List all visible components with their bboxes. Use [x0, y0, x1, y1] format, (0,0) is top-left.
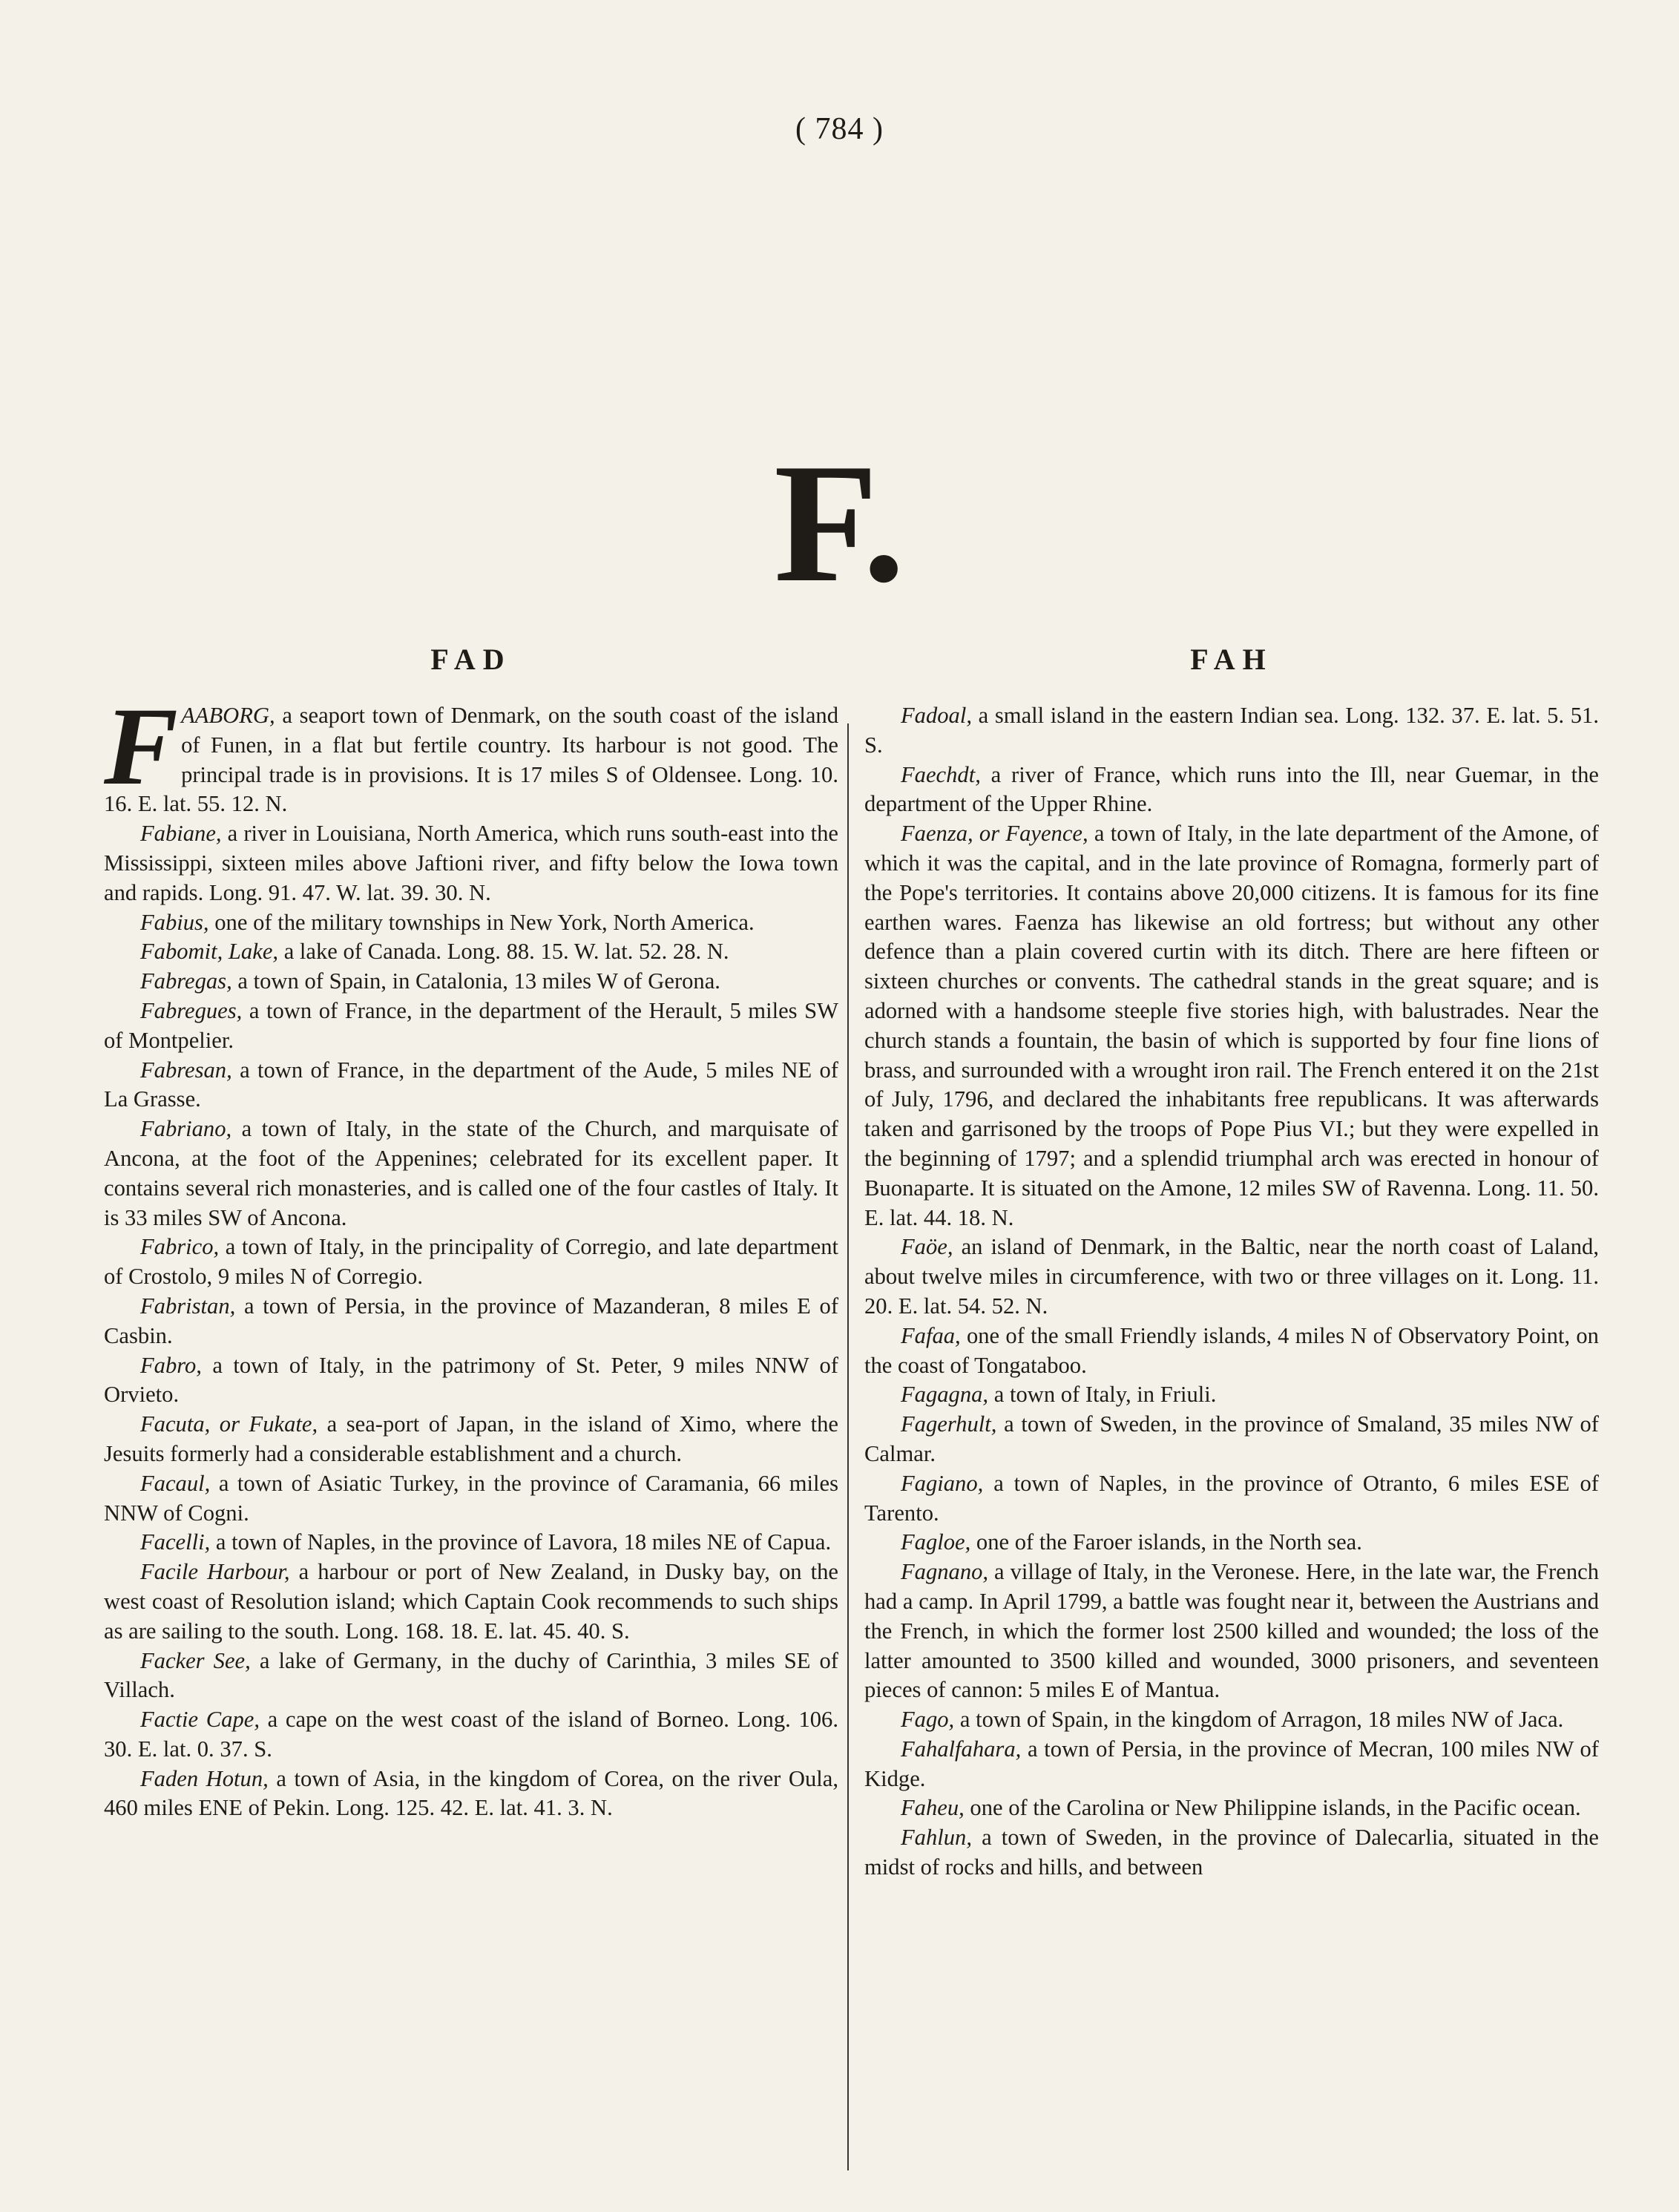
dictionary-entry — [864, 1233, 1599, 1321]
entry-term: Fabregues, — [139, 997, 243, 1023]
dictionary-entry — [864, 1380, 1599, 1410]
dictionary-entry — [104, 1765, 838, 1824]
dictionary-entry — [104, 1528, 838, 1558]
entry-text: a town of Asiatic Turkey, in the province of Caramania, 66 miles NNW of Cogni. — [104, 1470, 839, 1526]
entry-term: Facelli, — [139, 1529, 211, 1555]
dictionary-entry — [104, 1292, 838, 1351]
entry-term: Facile Harbour, — [139, 1559, 290, 1585]
entry-text: a town of Spain, in the kingdom of Arragon, 18 miles NW of Jaca. — [959, 1707, 1564, 1733]
section-letter: F. — [774, 428, 905, 617]
entry-text: a town of Persia, in the province of Mazanderan, 8 miles E of Casbin. — [104, 1293, 839, 1348]
dictionary-entry — [864, 1823, 1599, 1883]
dictionary-entry — [104, 997, 838, 1056]
entry-text: a town of Spain, in Catalonia, 13 miles W of Gerona. — [237, 968, 720, 994]
entry-term: Fafaa, — [900, 1322, 961, 1348]
entry-term: Fahlun, — [900, 1825, 972, 1851]
entry-term: Fadoal, — [900, 703, 972, 728]
entry-term: AABORG, — [181, 703, 275, 728]
dictionary-entry — [864, 819, 1599, 1233]
dictionary-entry — [864, 1705, 1599, 1735]
dictionary-entry — [864, 1793, 1599, 1823]
running-head-left: FAD — [430, 643, 512, 676]
dictionary-entry — [104, 1233, 838, 1292]
entry-term: Factie Cape, — [139, 1707, 260, 1733]
dictionary-entry — [104, 1410, 838, 1469]
entry-term: Fagloe, — [900, 1529, 971, 1555]
dictionary-entry — [864, 1469, 1599, 1529]
entry-term: Faechdt, — [900, 761, 981, 787]
entry-term: Fabristan, — [139, 1293, 236, 1319]
right-entries — [864, 701, 1599, 1883]
entry-term: Fabresan, — [139, 1057, 232, 1083]
dictionary-entry — [104, 1558, 838, 1646]
dropcap: F — [104, 685, 179, 808]
dictionary-entry — [864, 1528, 1599, 1558]
right-column — [864, 701, 1599, 1883]
entry-text: a seaport town of Denmark, on the south coast of the island of Funen, in a flat but fertile country. Its harbour is not good. The principal trade is in provisions. It is 17 miles S of Oldensee. Long. 10. 16. E. lat. 55. 12. N. — [104, 703, 838, 817]
dictionary-entry — [864, 1735, 1599, 1794]
entry-text: a town of France, in the department of the Aude, 5 miles NE of La Grasse. — [104, 1057, 838, 1112]
entry-term: Faöe, — [900, 1234, 953, 1260]
dictionary-entry — [864, 1410, 1599, 1469]
entry-term: Fabregas, — [139, 968, 232, 994]
running-head-right: FAH — [1190, 643, 1273, 676]
entry-text: a town of Italy, in the patrimony of St. Peter, 9 miles NNW of Orvieto. — [104, 1352, 838, 1408]
entry-text: a harbour or port of New Zealand, in Dusky bay, on the west coast of Resolution island; which Captain Cook recommends to such ships as are sailing to the south. Long. 168. 18. E. lat. 45. 40. S. — [104, 1559, 838, 1644]
entry-text: one of the Carolina or New Philippine islands, in the Pacific ocean. — [970, 1795, 1581, 1821]
entry-text: a river in Louisiana, North America, which runs south-east into the Mississippi, sixteen miles above Jaftioni river, and fifty below the Iowa town and rapids. Long. 91. 47. W. lat. 39. 30. N. — [104, 821, 838, 905]
entry-text: a town of Asia, in the kingdom of Corea, on the river Oula, 460 miles ENE of Pekin. Long. 125. 42. E. lat. 41. 3. N. — [104, 1765, 838, 1821]
entry-term: Fabriano, — [139, 1116, 232, 1142]
entry-text: a lake of Germany, in the duchy of Carinthia, 3 miles SE of Villach. — [104, 1647, 838, 1703]
entry-text: a town of Sweden, in the province of Dalecarlia, situated in the midst of rocks and hills, and between — [864, 1825, 1599, 1880]
entry-term: Fabomit, Lake, — [139, 939, 279, 965]
dictionary-entry — [104, 908, 838, 938]
entry-text: a sea-port of Japan, in the island of Ximo, where the Jesuits formerly had a considerable establishment and a church. — [104, 1411, 838, 1466]
dictionary-entry — [864, 701, 1599, 761]
entry-text: one of the military townships in New York, North America. — [214, 909, 755, 935]
dictionary-entry — [864, 1322, 1599, 1381]
entry-term: Fabrico, — [139, 1234, 220, 1260]
entry-term: Fagerhult, — [900, 1411, 997, 1437]
entry-term: Faden Hotun, — [139, 1765, 269, 1791]
entry-term: Fagagna, — [900, 1382, 989, 1408]
entry-text: a town of Persia, in the province of Mecran, 100 miles NW of Kidge. — [864, 1736, 1599, 1791]
left-column — [104, 685, 839, 1823]
left-entries — [104, 819, 838, 1823]
dictionary-entry — [864, 1558, 1599, 1705]
dictionary-entry — [104, 1469, 838, 1529]
entry-term: Faenza, or Fayence, — [900, 821, 1088, 847]
dictionary-entry — [104, 1705, 838, 1765]
entry-term: Fago, — [900, 1707, 955, 1733]
column-rule — [847, 723, 849, 2170]
dictionary-entry — [864, 761, 1599, 820]
entry-term: Fabro, — [139, 1352, 202, 1378]
entry-text: one of the small Friendly islands, 4 miles N of Observatory Point, on the coast of Tongataboo. — [864, 1322, 1599, 1378]
entry-text: a village of Italy, in the Veronese. Here, in the late war, the French had a camp. In April 1799, a battle was fought near it, between the Austrians and the French, in which the former lost 2500 killed and wounded; the loss of the latter amounted to 3500 killed and wounded, 3000 prisoners, and seventeen pieces of cannon: 5 miles E of Mantua. — [864, 1559, 1599, 1703]
entry-text: a town of Italy, in the late department of the Amone, of which it was the capital, and in the late province of Romagna, formerly part of the Pope's territories. It contains above 20,000 citizens. It is famous for its fine earthen wares. Faenza has likewise an old fortress; but without any other defence than a plain covered curtin with its ditch. There are here fifteen or sixteen churches or convents. The cathedral stands in the great square; and is adorned with a handsome steeple five stories high, with balustrades. Near the church stands a fountain, the basin of which is supported by four fine lions of brass, and surrounded with a wrought iron rail. The French entered it on the 21st of July, 1796, and declared the inhabitants free republicans. It was afterwards taken and garrisoned by the troops of Pope Pius VI.; but they were expelled in the beginning of 1797; and a splendid triumphal arch was erected in honour of Buonaparte. It is situated on the Amone, 12 miles SW of Ravenna. Long. 11. 50. E. lat. 44. 18. N. — [864, 821, 1599, 1230]
entry-term: Fahalfahara, — [900, 1736, 1022, 1762]
entry-text: a river of France, which runs into the Ill, near Guemar, in the department of the Upper Rhine. — [864, 761, 1600, 817]
entry-term: Fagiano, — [900, 1470, 984, 1496]
entry-text: a town of Sweden, in the province of Smaland, 35 miles NW of Calmar. — [864, 1411, 1599, 1466]
entry-text: a town of France, in the department of the Herault, 5 miles SW of Montpelier. — [104, 997, 838, 1053]
entry-text: a town of Naples, in the province of Lavora, 18 miles NE of Capua. — [215, 1529, 832, 1555]
dictionary-entry — [104, 967, 838, 997]
entry-term: Facker See, — [139, 1647, 251, 1673]
dictionary-entry — [104, 937, 838, 967]
entry-text: a cape on the west coast of the island of Borneo. Long. 106. 30. E. lat. 0. 37. S. — [104, 1707, 838, 1762]
dictionary-entry — [104, 1115, 838, 1233]
dictionary-entry — [104, 1351, 838, 1411]
entry-text: a small island in the eastern Indian sea. Long. 132. 37. E. lat. 5. 51. S. — [864, 703, 1599, 758]
dictionary-entry — [104, 1056, 838, 1115]
entry-term: Fabiane, — [139, 821, 222, 847]
entry-text: a town of Italy, in the principality of Corregio, and late department of Crostolo, 9 miles N of Corregio. — [104, 1234, 838, 1290]
entry-text: a town of Italy, in Friuli. — [993, 1382, 1217, 1408]
entry-text: a lake of Canada. Long. 88. 15. W. lat. 52. 28. N. — [283, 939, 729, 965]
dictionary-entry — [104, 819, 838, 908]
dictionary-entry — [104, 1647, 838, 1706]
page-number: ( 784 ) — [795, 112, 884, 146]
entry-term: Faheu, — [900, 1795, 965, 1821]
entry-term: Fagnano, — [900, 1559, 989, 1585]
entry-text: a town of Italy, in the state of the Church, and marquisate of Ancona, at the foot of the Appenines; celebrated for its excellent paper. It contains several rich monasteries, and is called one of the four castles of Italy. It is 33 miles SW of Ancona. — [104, 1116, 838, 1230]
entry-text: a town of Naples, in the province of Otranto, 6 miles ESE of Tarento. — [864, 1470, 1599, 1526]
entry-text: an island of Denmark, in the Baltic, near the north coast of Laland, about twelve miles in circumference, with two or three villages on it. Long. 11. 20. E. lat. 54. 52. N. — [864, 1234, 1599, 1319]
entry-term: Facaul, — [139, 1470, 211, 1496]
entry-term: Fabius, — [139, 909, 209, 935]
entry-text: one of the Faroer islands, in the North sea. — [976, 1529, 1362, 1555]
entry-term: Facuta, or Fukate, — [139, 1411, 318, 1437]
first-entry — [104, 685, 838, 819]
